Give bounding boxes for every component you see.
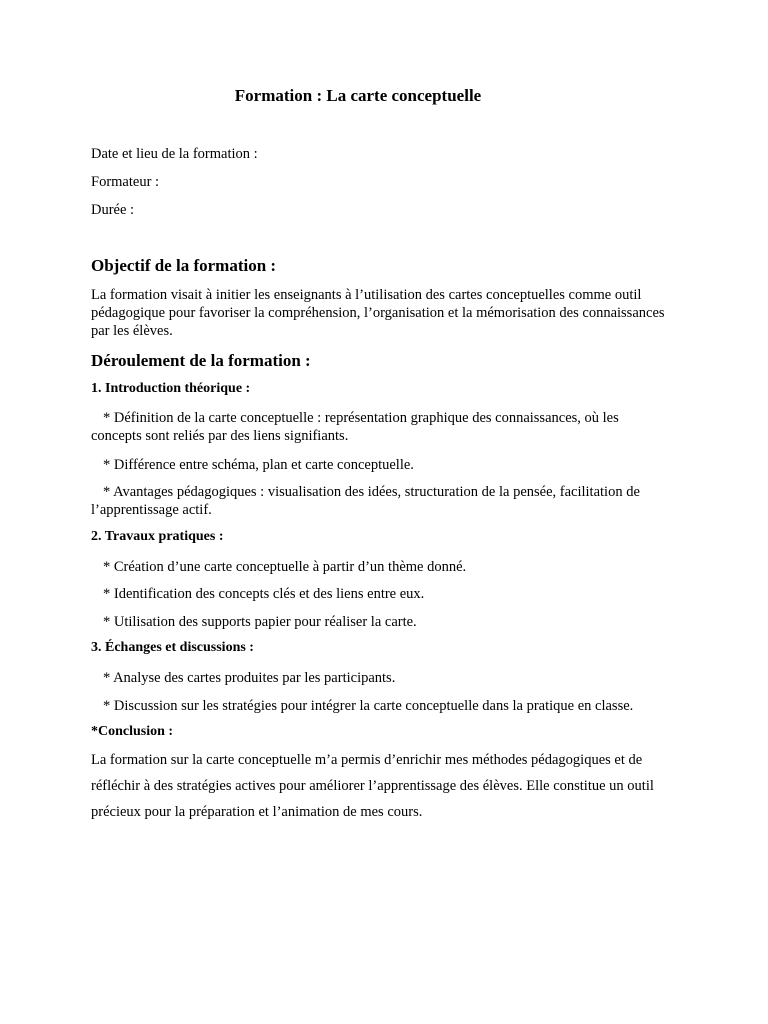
section-2-item-3: * Utilisation des supports papier pour réaliser la carte. bbox=[103, 614, 417, 630]
section-1-item-3: * Avantages pédagogiques : visualisation des idées, structuration de la pensée, facilitation de l’apprentissage actif. bbox=[91, 484, 640, 518]
section-1-heading: 1. Introduction théorique : bbox=[91, 381, 251, 396]
section-3-item-1: * Analyse des cartes produites par les participants. bbox=[103, 670, 396, 686]
page-title: Formation : La carte conceptuelle bbox=[234, 86, 482, 105]
section-1-item-2: * Différence entre schéma, plan et carte conceptuelle. bbox=[103, 457, 414, 473]
section-2-item-2: * Identification des concepts clés et des liens entre eux. bbox=[103, 586, 425, 602]
section-3-heading: 3. Échanges et discussions : bbox=[91, 640, 254, 655]
date-lieu-label: Date et lieu de la formation : bbox=[91, 146, 258, 162]
section-3-item-2: * Discussion sur les stratégies pour intégrer la carte conceptuelle dans la pratique en classe. bbox=[103, 698, 634, 714]
conclusion-text: La formation sur la carte conceptuelle m’a permis d’enrichir mes méthodes pédagogiques et de réfléchir à des stratégies actives pour améliorer l’apprentissage des élèves. Elle constitue un outil précieux pour la préparation et l’animation de mes cours. bbox=[91, 752, 654, 820]
deroulement-heading: Déroulement de la formation : bbox=[91, 351, 311, 370]
section-1-item-1: * Définition de la carte conceptuelle : représentation graphique des connaissances, où les concepts sont reliés par des liens signifiants. bbox=[91, 410, 619, 444]
formateur-label: Formateur : bbox=[91, 174, 160, 190]
objectif-heading: Objectif de la formation : bbox=[91, 256, 277, 275]
section-2-heading: 2. Travaux pratiques : bbox=[91, 529, 224, 544]
section-2-item-1: * Création d’une carte conceptuelle à partir d’un thème donné. bbox=[103, 559, 467, 575]
conclusion-heading: *Conclusion : bbox=[91, 724, 174, 739]
objectif-text: La formation visait à initier les enseignants à l’utilisation des cartes conceptuelles comme outil pédagogique pour favoriser la compréhension, l’organisation et la mémorisation des connaissances par les élèves. bbox=[91, 287, 665, 339]
duree-label: Durée : bbox=[91, 202, 135, 218]
